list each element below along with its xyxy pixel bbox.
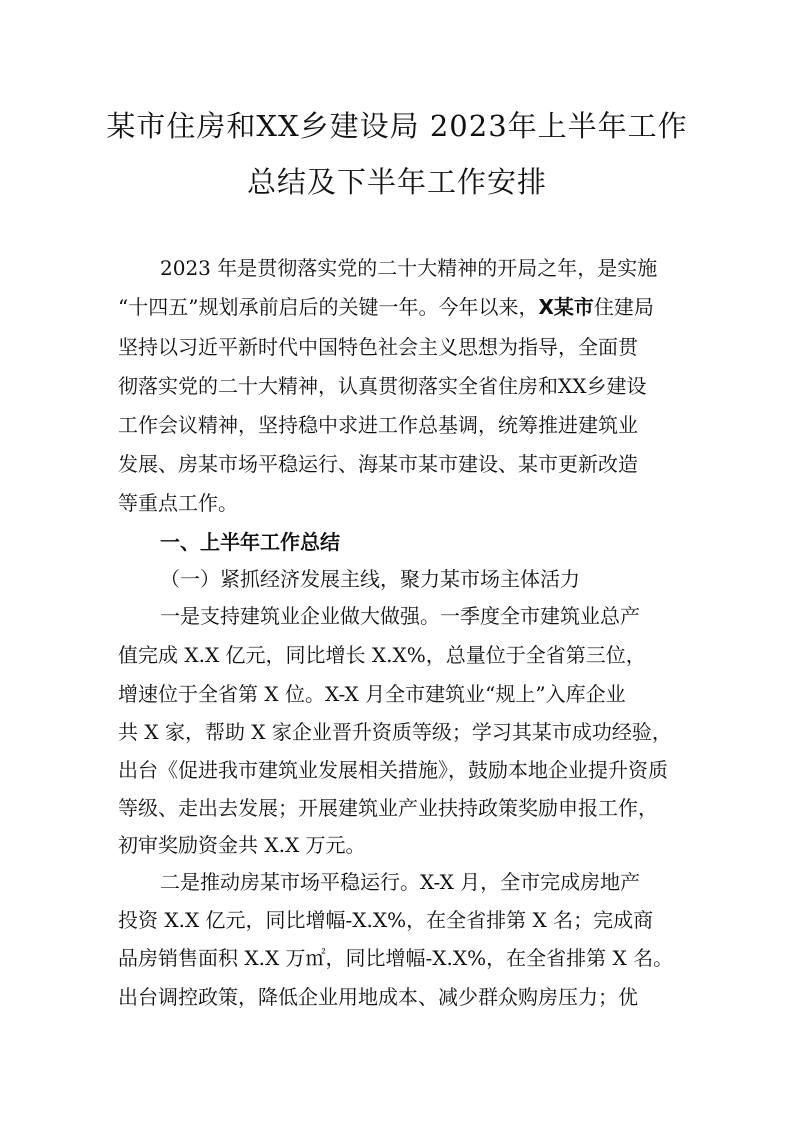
intro-line-2-city: X某市: [538, 295, 594, 319]
para2-line-2: 投资 X.X 亿元，同比增幅-X.X%，在全省排第 X 名；完成商: [118, 908, 654, 932]
document-title-line-2: 总结及下半年工作安排: [246, 165, 547, 199]
para2-line-3: 品房销售面积 X.X 万㎡，同比增幅-X.X%，在全省排第 X 名。: [118, 946, 674, 970]
section-1-heading: 一、上半年工作总结: [160, 530, 340, 554]
para1-line-5: 出台《促进我市建筑业发展相关措施》，鼓励本地企业提升资质: [118, 758, 668, 782]
intro-line-4: 彻落实党的二十大精神，认真贯彻落实全省住房和XX乡建设: [118, 374, 647, 398]
para1-line-2: 值完成 X.X 亿元，同比增长 X.X%，总量位于全省第三位，: [118, 643, 646, 667]
document-title-line-1: 某市住房和XX乡建设局 2023年上半年工作: [106, 109, 688, 143]
intro-line-7: 等重点工作。: [118, 491, 238, 515]
para1-line-3: 增速位于全省第 X 位。X-X 月全市建筑业“规上”入库企业: [118, 682, 626, 706]
para2-line-4: 出台调控政策，降低企业用地成本、减少群众购房压力；优: [118, 985, 638, 1009]
intro-line-2-text-b: 住建局: [593, 295, 654, 319]
para2-line-1: 二是推动房某市场平稳运行。X-X 月，全市完成房地产: [160, 870, 641, 894]
subsection-1-heading: （一）紧抓经济发展主线，聚力某市场主体活力: [160, 567, 580, 591]
intro-line-6: 发展、房某市场平稳运行、海某市某市建设、某市更新改造: [118, 452, 638, 476]
para1-line-4: 共 X 家，帮助 X 家企业晋升资质等级；学习其某市成功经验，: [118, 720, 672, 744]
intro-line-5: 工作会议精神，坚持稳中求进工作总基调，统筹推进建筑业: [118, 413, 638, 437]
intro-line-2-text-a: “十四五”规划承前启后的关键一年。今年以来，: [118, 295, 539, 319]
para1-line-7: 初审奖励资金共 X.X 万元。: [118, 833, 366, 857]
intro-line-3: 坚持以习近平新时代中国特色社会主义思想为指导，全面贯: [118, 335, 638, 359]
intro-line-2: [118, 292, 678, 322]
para1-line-6: 等级、走出去发展；开展建筑业产业扶持政策奖励申报工作，: [118, 796, 658, 820]
intro-line-1: 2023 年是贯彻落实党的二十大精神的开局之年，是实施: [160, 256, 658, 280]
para1-line-1: 一是支持建筑业企业做大做强。一季度全市建筑业总产: [160, 604, 640, 628]
